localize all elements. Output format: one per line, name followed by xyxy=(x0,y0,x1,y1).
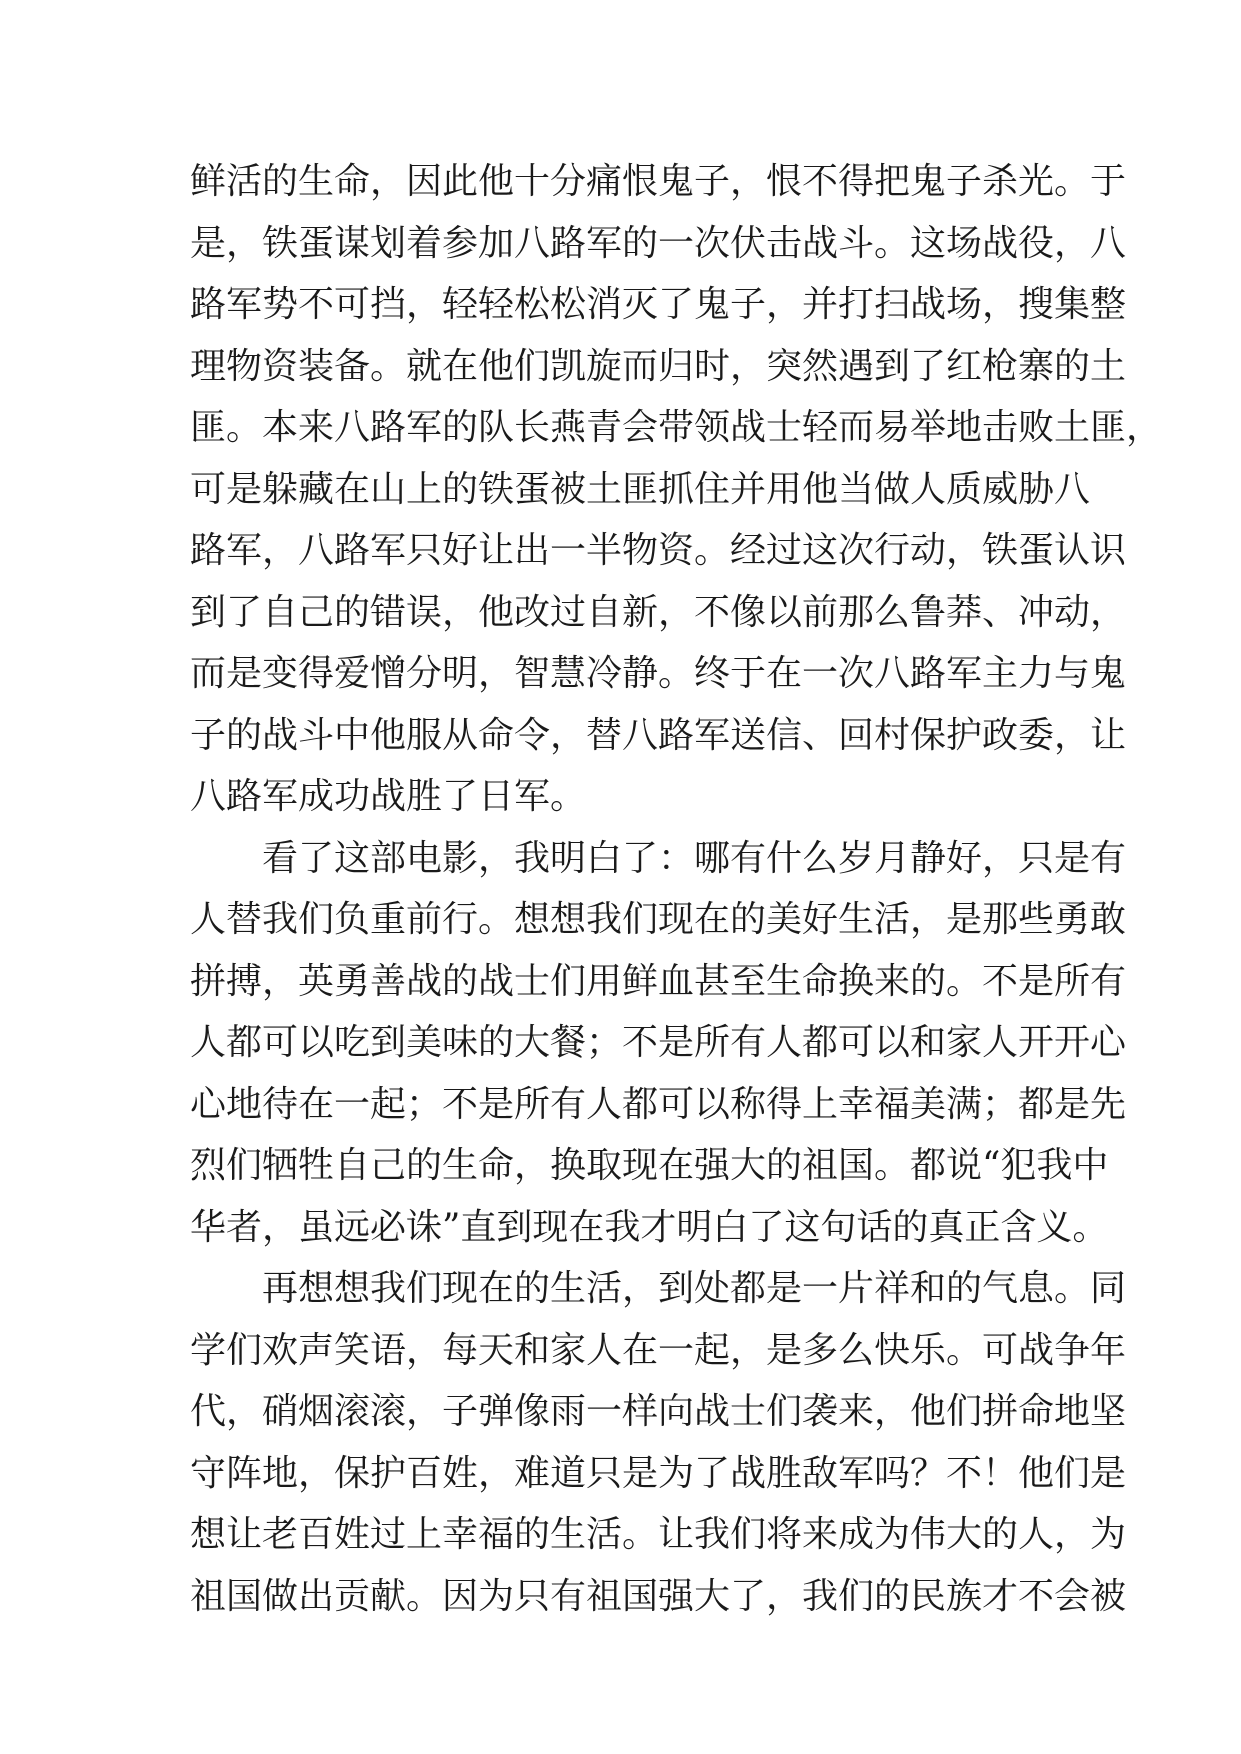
text-line: 守阵地，保护百姓，难道只是为了战胜敌军吗？不！他们是 xyxy=(190,1452,1127,1494)
text-line: 再想想我们现在的生活，到处都是一片祥和的气息。同 xyxy=(262,1268,1127,1309)
text-line: 学们欢声笑语，每天和家人在一起，是多么快乐。可战争年 xyxy=(190,1329,1127,1371)
text-line: 烈们牺牲自己的生命，换取现在强大的祖国。都说“犯我中 xyxy=(190,1145,1109,1186)
text-line: 鲜活的生命，因此他十分痛恨鬼子，恨不得把鬼子杀光。于 xyxy=(190,161,1127,202)
text-line: 匪。本来八路军的队长燕青会带领战士轻而易举地击败土匪， xyxy=(190,407,1163,448)
text-line: 子的战斗中他服从命令，替八路军送信、回村保护政委，让 xyxy=(190,714,1127,756)
text-line: 到了自己的错误，他改过自新，不像以前那么鲁莽、冲动， xyxy=(190,591,1127,633)
text-line: 看了这部电影，我明白了：哪有什么岁月静好，只是有 xyxy=(262,837,1127,879)
paragraph xyxy=(190,151,1163,828)
text-line: 人替我们负重前行。想想我们现在的美好生活，是那些勇敢 xyxy=(190,899,1127,940)
text-line: 拼搏，英勇善战的战士们用鲜血甚至生命换来的。不是所有 xyxy=(190,960,1127,1002)
text-line: 华者，虽远必诛”直到现在我才明白了这句话的真正含义。 xyxy=(190,1206,1109,1248)
text-line: 心地待在一起；不是所有人都可以称得上幸福美满；都是先 xyxy=(190,1083,1127,1125)
paragraph xyxy=(190,1258,1127,1627)
text-line: 想让老百姓过上幸福的生活。让我们将来成为伟大的人，为 xyxy=(190,1514,1127,1555)
text-line: 可是躲藏在山上的铁蛋被土匪抓住并用他当做人质威胁八 xyxy=(190,468,1091,510)
text-line: 路军，八路军只好让出一半物资。经过这次行动，铁蛋认识 xyxy=(190,530,1127,571)
text-line: 祖国做出贡献。因为只有祖国强大了，我们的民族才不会被 xyxy=(190,1575,1127,1617)
text-line: 理物资装备。就在他们凯旋而归时，突然遇到了红枪寨的土 xyxy=(190,345,1127,387)
paragraph xyxy=(190,828,1127,1259)
text-line: 路军势不可挡，轻轻松松消灭了鬼子，并打扫战场，搜集整 xyxy=(190,284,1127,325)
text-line: 而是变得爱憎分明，智慧冷静。终于在一次八路军主力与鬼 xyxy=(190,653,1127,694)
body-text xyxy=(190,151,1163,1627)
text-line: 八路军成功战胜了日军。 xyxy=(190,776,587,817)
text-line: 人都可以吃到美味的大餐；不是所有人都可以和家人开开心 xyxy=(190,1022,1127,1063)
text-line: 代，硝烟滚滚，子弹像雨一样向战士们袭来，他们拼命地坚 xyxy=(190,1391,1127,1432)
text-line: 是，铁蛋谋划着参加八路军的一次伏击战斗。这场战役，八 xyxy=(190,222,1127,264)
